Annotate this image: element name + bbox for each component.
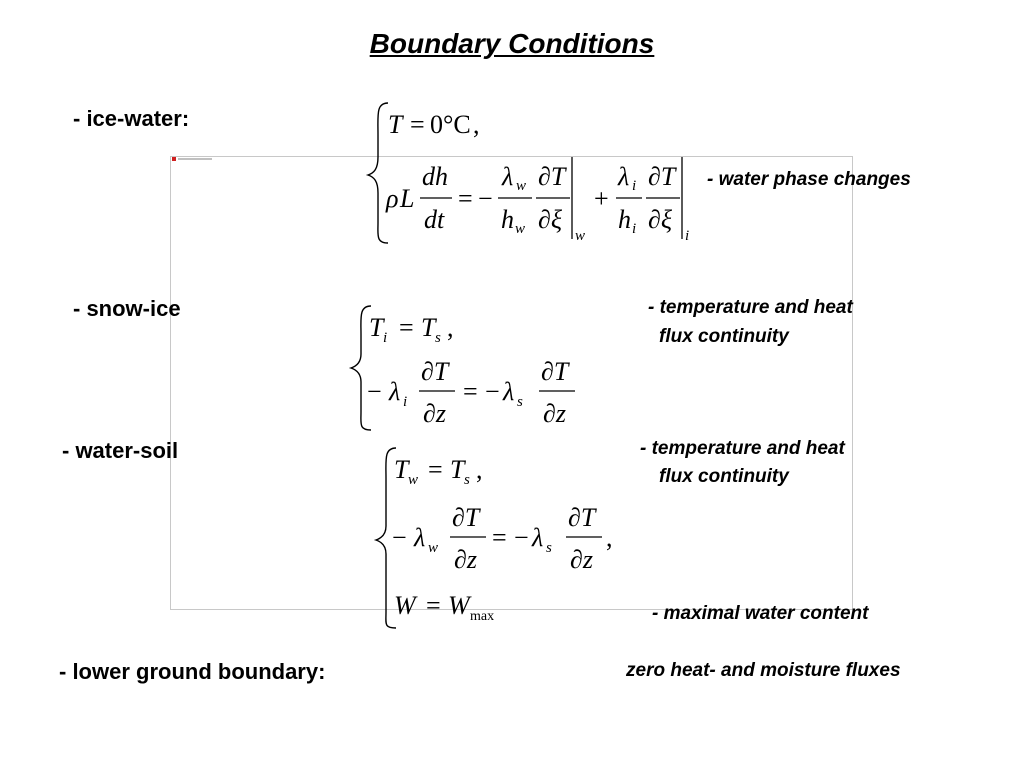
snow-ice-note-line1: - temperature and heat <box>648 297 853 318</box>
snow-ice-equation <box>345 300 605 435</box>
eq2-dxi-i: ∂ξ <box>648 205 672 234</box>
eq2-lambda-w: λ <box>414 523 426 552</box>
eq1-Ti: T <box>369 313 384 342</box>
ice-water-label: - ice-water: <box>73 106 190 131</box>
eq2-L: L <box>400 184 415 213</box>
eq2-lambda-w-sub: w <box>428 540 439 556</box>
eq2-dz-right: ∂z <box>570 545 593 574</box>
eq2-dt: dt <box>424 205 445 234</box>
eval-sub-i: i <box>685 228 690 244</box>
eq2-lambda-w: λ <box>502 162 514 191</box>
eq2-dT-right: ∂T <box>541 357 569 386</box>
eq2-dT-i: ∂T <box>648 162 676 191</box>
embedded-object-icon <box>172 157 212 162</box>
eq2-dT-w: ∂T <box>538 162 566 191</box>
eq1-comma: , <box>473 110 480 139</box>
water-phase-changes-note: - water phase changes <box>707 169 911 190</box>
snow-ice-label: - snow-ice <box>73 296 181 321</box>
left-brace <box>351 306 371 430</box>
eq1-comma: , <box>447 313 454 342</box>
eq2-equals: = <box>492 523 507 552</box>
water-soil-equation <box>372 442 632 632</box>
eq2-lambda-s-sub: s <box>517 394 523 410</box>
eq1-Tw: T <box>394 455 409 484</box>
eq2-minus2: − <box>485 377 500 406</box>
eq2-equals: = <box>458 184 473 213</box>
eq2-dz-right: ∂z <box>543 399 566 428</box>
eq2-dz-left: ∂z <box>454 545 477 574</box>
eq2-plus: + <box>594 184 609 213</box>
eq1-Ts: T <box>421 313 436 342</box>
eq1-Ts-sub: s <box>435 330 441 346</box>
eval-sub-w: w <box>575 228 586 244</box>
eq2-lambda-w-sub: w <box>516 178 527 194</box>
eq2-comma: , <box>606 523 613 552</box>
eq2-lambda-s: λ <box>503 377 515 406</box>
eq2-equals: = <box>463 377 478 406</box>
eq1-equals: = <box>410 110 425 139</box>
eq1-Ti-sub: i <box>383 330 388 346</box>
eq1-Ts-sub: s <box>464 472 470 488</box>
eq2-dT-right: ∂T <box>568 503 596 532</box>
eq1-Tw-sub: w <box>408 472 419 488</box>
eq2-rho: ρ <box>386 184 399 213</box>
eq3-Wmax-sub: max <box>470 609 495 624</box>
eq2-dT-left: ∂T <box>452 503 480 532</box>
eq1-equals: = <box>428 455 443 484</box>
water-soil-label: - water-soil <box>62 438 179 463</box>
snow-ice-note-line2: flux continuity <box>659 326 789 347</box>
eq3-equals: = <box>426 591 441 620</box>
eq2-lambda-i-sub: i <box>632 178 637 194</box>
water-soil-note-line1: - temperature and heat <box>640 438 845 459</box>
eq1-value: 0°C <box>430 110 471 139</box>
eq2-h-i: h <box>618 205 631 234</box>
eq1-comma: , <box>476 455 483 484</box>
eq2-lambda-i: λ <box>389 377 401 406</box>
eq2-h-w: h <box>501 205 514 234</box>
eq2-dxi-w: ∂ξ <box>538 205 562 234</box>
slide-title: Boundary Conditions <box>369 28 655 59</box>
left-brace <box>368 103 388 243</box>
eq2-minus: − <box>367 377 382 406</box>
eq2-dh: dh <box>422 162 448 191</box>
lower-ground-label: - lower ground boundary: <box>59 659 326 684</box>
ice-water-equation <box>360 95 700 250</box>
eq2-h-w-sub: w <box>515 221 526 237</box>
eq3-Wmax: W <box>448 591 470 620</box>
eq2-dT-left: ∂T <box>421 357 449 386</box>
eq2-minus2: − <box>514 523 529 552</box>
eq3-W: W <box>394 591 416 620</box>
eq2-minus: − <box>392 523 407 552</box>
eq2-dz-left: ∂z <box>423 399 446 428</box>
eq2-lambda-s: λ <box>532 523 544 552</box>
eq2-lambda-i-sub: i <box>403 394 408 410</box>
eq2-minus: − <box>478 184 493 213</box>
eq1-equals: = <box>399 313 414 342</box>
eq1-Ts: T <box>450 455 465 484</box>
eq1-T: T <box>388 110 403 139</box>
eq2-lambda-s-sub: s <box>546 540 552 556</box>
max-water-content-note: - maximal water content <box>652 603 869 624</box>
lower-ground-note: zero heat- and moisture fluxes <box>626 660 901 681</box>
eq2-lambda-i: λ <box>618 162 630 191</box>
water-soil-note-line2: flux continuity <box>659 466 789 487</box>
eq2-h-i-sub: i <box>632 221 637 237</box>
